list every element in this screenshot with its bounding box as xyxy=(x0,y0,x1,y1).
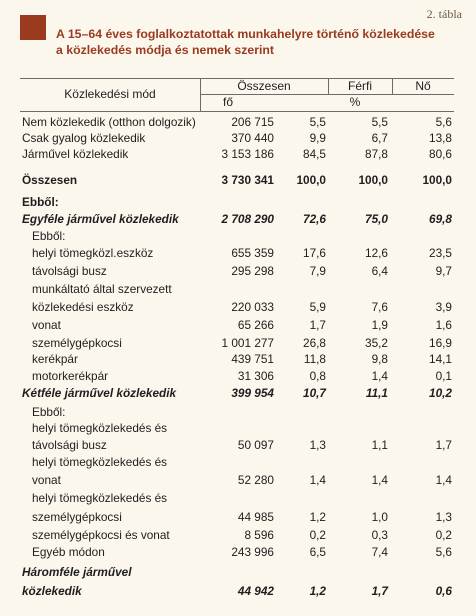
table-row xyxy=(0,454,476,470)
row-count: 65 266 xyxy=(237,318,274,332)
row-count: 50 097 xyxy=(237,438,274,452)
row-male-pct: 1,4 xyxy=(371,369,388,383)
row-count: 31 306 xyxy=(237,369,274,383)
row-female-pct: 5,6 xyxy=(435,545,452,559)
title-line-1: A 15–64 éves foglalkoztatottak munkahelyre történő közlekedése xyxy=(56,27,435,41)
row-total-pct: 1,3 xyxy=(309,438,326,452)
table-row xyxy=(0,146,476,162)
row-male-pct: 9,8 xyxy=(371,352,388,366)
table-title xyxy=(56,26,456,58)
row-female-pct: 10,2 xyxy=(429,386,452,400)
row-male-pct: 6,7 xyxy=(371,131,388,145)
row-label: távolsági busz xyxy=(32,264,107,278)
table-row xyxy=(0,509,476,525)
row-count: 399 954 xyxy=(231,386,274,400)
row-female-pct: 23,5 xyxy=(429,246,452,260)
row-label: személygépkocsi xyxy=(32,510,122,524)
row-label: helyi tömegközlekedés és xyxy=(32,455,168,469)
table-row xyxy=(0,564,476,580)
row-male-pct: 7,6 xyxy=(371,300,388,314)
row-female-pct: 1,7 xyxy=(435,438,452,452)
row-label: Járművel közlekedik xyxy=(22,147,129,161)
table-row xyxy=(0,211,476,227)
row-total-pct: 5,5 xyxy=(309,115,326,129)
row-label: Ebből: xyxy=(32,229,66,243)
row-label: személygépkocsi és vonat xyxy=(32,528,170,542)
title-line-2: a közlekedés módja és nemek szerint xyxy=(56,43,275,57)
table-row xyxy=(0,472,476,488)
row-count: 3 730 341 xyxy=(221,173,274,187)
row-male-pct: 1,4 xyxy=(371,473,388,487)
header-mode: Közlekedési mód xyxy=(64,87,156,101)
row-count: 439 751 xyxy=(231,352,274,366)
row-label: Csak gyalog közlekedik xyxy=(22,131,146,145)
row-female-pct: 13,8 xyxy=(429,131,452,145)
row-label: munkáltató által szervezett xyxy=(32,282,172,296)
row-count: 52 280 xyxy=(237,473,274,487)
row-count: 1 001 277 xyxy=(221,336,274,350)
row-male-pct: 6,4 xyxy=(371,264,388,278)
row-label: Nem közlekedik (otthon dolgozik) xyxy=(22,115,196,129)
row-count: 2 708 290 xyxy=(221,212,274,226)
table-row xyxy=(0,420,476,436)
table-row xyxy=(0,437,476,453)
row-total-pct: 0,2 xyxy=(309,528,326,542)
row-female-pct: 9,7 xyxy=(435,264,452,278)
row-count: 370 440 xyxy=(231,131,274,145)
row-female-pct: 1,6 xyxy=(435,318,452,332)
table-row xyxy=(0,544,476,560)
row-female-pct: 14,1 xyxy=(429,352,452,366)
table-row xyxy=(0,351,476,367)
table-row xyxy=(0,245,476,261)
row-total-pct: 5,9 xyxy=(309,300,326,314)
row-label: Kétféle járművel közlekedik xyxy=(22,386,177,400)
row-label: helyi tömegközlekedés és xyxy=(32,491,168,505)
table-row xyxy=(0,263,476,279)
row-total-pct: 1,4 xyxy=(309,473,326,487)
table-row xyxy=(0,194,476,210)
row-male-pct: 75,0 xyxy=(365,212,388,226)
row-male-pct: 35,2 xyxy=(365,336,388,350)
row-total-pct: 100,0 xyxy=(296,173,326,187)
row-female-pct: 16,9 xyxy=(429,336,452,350)
row-count: 295 298 xyxy=(231,264,274,278)
row-male-pct: 1,1 xyxy=(371,438,388,452)
row-label: személygépkocsi xyxy=(32,336,122,350)
row-female-pct: 100,0 xyxy=(422,173,452,187)
row-label: távolsági busz xyxy=(32,438,107,452)
row-total-pct: 26,8 xyxy=(303,336,326,350)
row-total-pct: 7,9 xyxy=(309,264,326,278)
row-female-pct: 0,1 xyxy=(435,369,452,383)
row-label: vonat xyxy=(32,473,61,487)
table-row xyxy=(0,114,476,130)
row-female-pct: 69,8 xyxy=(429,212,452,226)
table-row xyxy=(0,228,476,244)
row-total-pct: 9,9 xyxy=(309,131,326,145)
table-row xyxy=(0,172,476,188)
row-count: 44 942 xyxy=(237,584,274,598)
row-label: Egyféle járművel közlekedik xyxy=(22,212,179,226)
row-count: 44 985 xyxy=(237,510,274,524)
row-label: helyi tömegközl.eszköz xyxy=(32,246,154,260)
table-row xyxy=(0,583,476,599)
row-female-pct: 0,6 xyxy=(435,584,452,598)
title-marker xyxy=(20,15,46,40)
row-label: helyi tömegközlekedés és xyxy=(32,421,168,435)
row-count: 3 153 186 xyxy=(221,147,274,161)
row-label: motorkerékpár xyxy=(32,369,109,383)
row-label: Háromféle járművel xyxy=(22,565,132,579)
header-male: Férfi xyxy=(348,79,372,93)
row-total-pct: 0,8 xyxy=(309,369,326,383)
row-label: Egyéb módon xyxy=(32,545,105,559)
table-row xyxy=(0,527,476,543)
row-count: 220 033 xyxy=(231,300,274,314)
row-female-pct: 3,9 xyxy=(435,300,452,314)
row-label: Összesen xyxy=(22,173,78,187)
table-row xyxy=(0,490,476,506)
table-row xyxy=(0,368,476,384)
row-female-pct: 1,3 xyxy=(435,510,452,524)
table-row xyxy=(0,385,476,401)
table-row xyxy=(0,281,476,297)
row-male-pct: 1,7 xyxy=(371,584,388,598)
row-label: kerékpár xyxy=(32,352,78,366)
table-row xyxy=(0,299,476,315)
header-unit-count: fő xyxy=(222,95,233,109)
row-total-pct: 1,2 xyxy=(309,510,326,524)
table-row xyxy=(0,130,476,146)
header-unit-pct: % xyxy=(349,95,361,109)
row-count: 243 996 xyxy=(231,545,274,559)
row-label: közlekedési eszköz xyxy=(32,300,134,314)
row-total-pct: 1,2 xyxy=(309,584,326,598)
header-total: Összesen xyxy=(237,79,291,93)
header-female: Nő xyxy=(415,79,431,93)
row-label: vonat xyxy=(32,318,61,332)
row-label: Ebből: xyxy=(32,405,66,419)
row-female-pct: 5,6 xyxy=(435,115,452,129)
row-total-pct: 84,5 xyxy=(303,147,326,161)
row-count: 8 596 xyxy=(244,528,274,542)
row-male-pct: 11,1 xyxy=(365,386,388,400)
row-male-pct: 1,0 xyxy=(371,510,388,524)
row-male-pct: 100,0 xyxy=(358,173,388,187)
row-male-pct: 0,3 xyxy=(371,528,388,542)
table-row xyxy=(0,404,476,420)
header-bottom-rule xyxy=(20,111,454,112)
row-count: 655 359 xyxy=(231,246,274,260)
row-total-pct: 72,6 xyxy=(303,212,326,226)
row-total-pct: 6,5 xyxy=(309,545,326,559)
row-male-pct: 1,9 xyxy=(371,318,388,332)
row-female-pct: 80,6 xyxy=(429,147,452,161)
row-total-pct: 10,7 xyxy=(303,386,326,400)
table-number: 2. tábla xyxy=(426,7,462,21)
row-count: 206 715 xyxy=(231,115,274,129)
row-male-pct: 87,8 xyxy=(365,147,388,161)
row-total-pct: 11,8 xyxy=(303,352,326,366)
row-label: Ebből: xyxy=(22,195,59,209)
row-total-pct: 17,6 xyxy=(303,246,326,260)
table-row xyxy=(0,335,476,351)
row-total-pct: 1,7 xyxy=(309,318,326,332)
row-label: közlekedik xyxy=(22,584,82,598)
row-male-pct: 12,6 xyxy=(365,246,388,260)
row-female-pct: 1,4 xyxy=(435,473,452,487)
row-male-pct: 5,5 xyxy=(371,115,388,129)
table-row xyxy=(0,317,476,333)
row-male-pct: 7,4 xyxy=(371,545,388,559)
row-female-pct: 0,2 xyxy=(435,528,452,542)
